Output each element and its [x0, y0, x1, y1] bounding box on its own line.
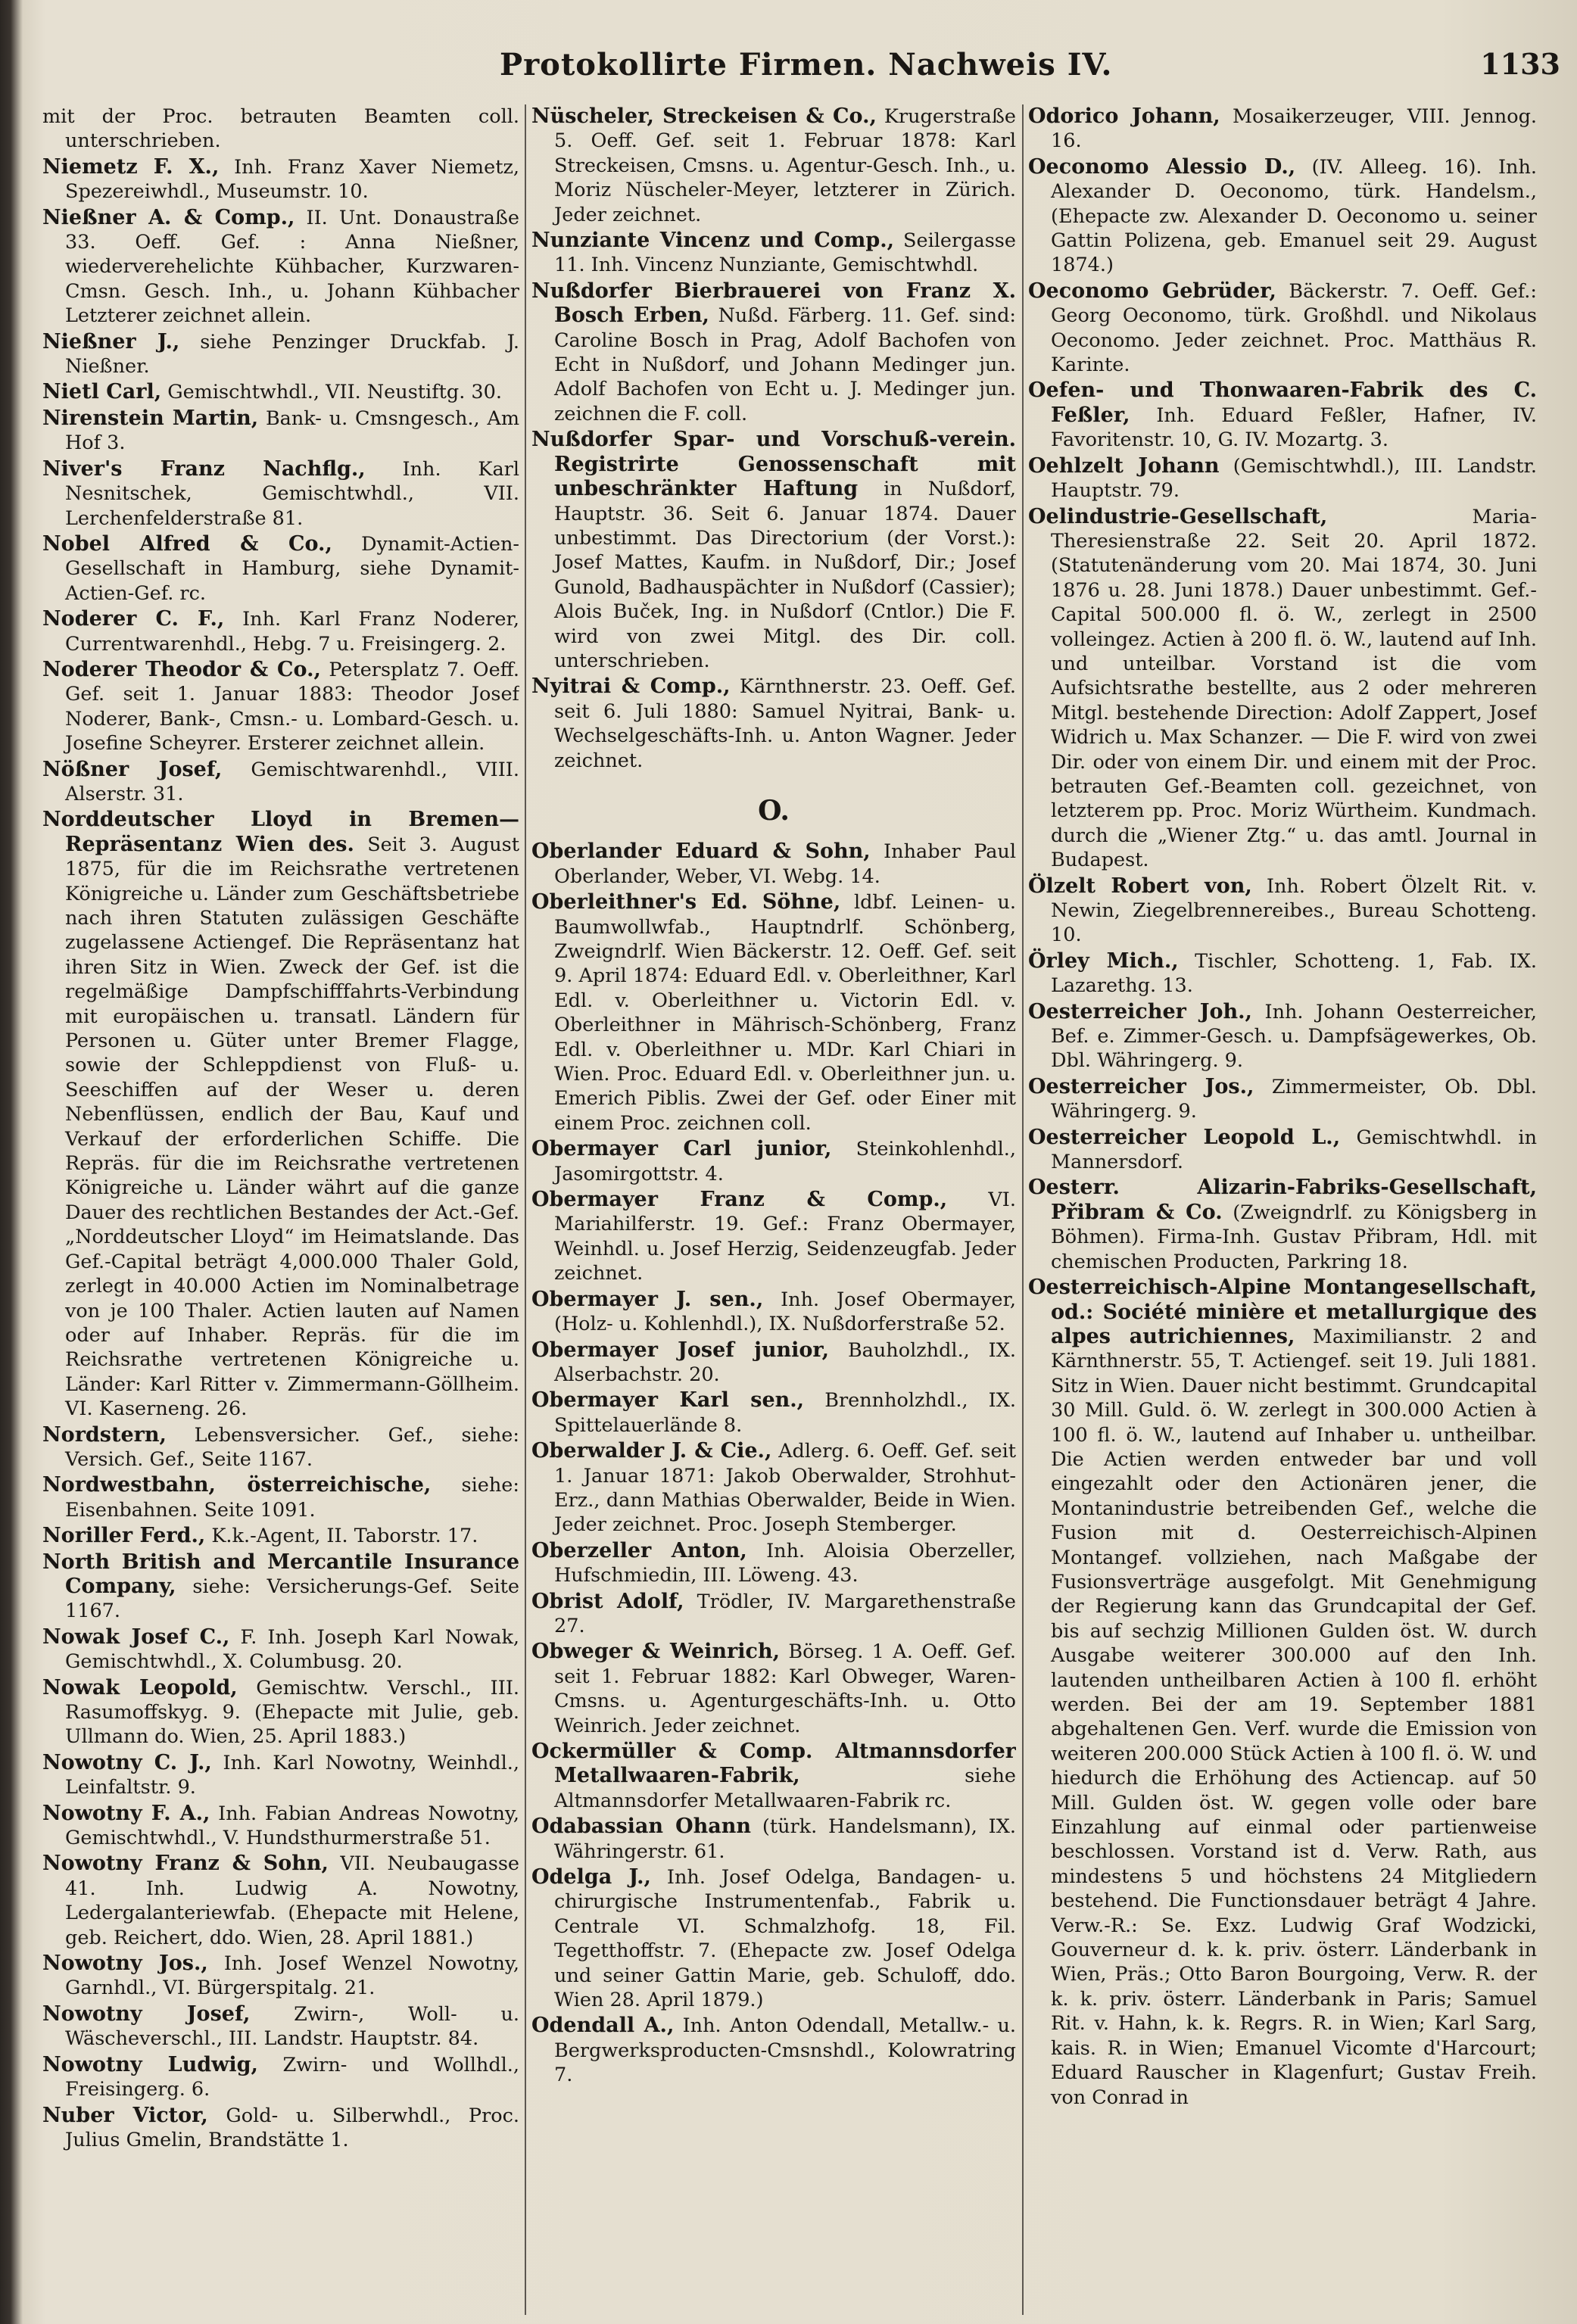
- firm-details: Maximilianstr. 2 and Kärnthnerstr. 55, T. Actiengef. seit 19. Juli 1881. Sitz in Wien. Dauer nicht bestimmt. Grundcapital 30 Mill. Guld. ö. W. zerlegt in 300.000 Actien à 100 fl. ö. W., lautend auf Inhaber u. untheilbar. Die Actien werden entweder bar und voll eingezahlt oder den Actionären jener, die Montanindustrie betreibenden Gef., welche die Fusion mit d. Oesterreichisch-Alpinen Montangef. vollziehen, nach Maßgabe der Fusionsverträge ausgefolgt. Mit Genehmigung der Regierung kann das Grundcapital der Gef. bis auf sechzig Millionen Gulden öst. W. durch Ausgabe weiterer 300.000 auf den Inh. lautenden untheilbaren Actien à 100 fl. erhöht werden. Bei der am 19. September 1881 abgehaltenen Gen. Verf. wurde die Emission von weiteren 200.000 Stück Actien à 100 fl. ö. W. und hiedurch die Erhöhung des Actiencap. auf 50 Mill. Gulden öst. W. gegen volle oder bare Einzahlung auf einmal oder partienweise beschlossen. Vorstand ist d. Verw. Rath, aus mindestens 5 und höchstens 24 Mitgliedern bestehend. Die Functionsdauer beträgt 4 Jahre. Verw.-R.: Se. Exz. Ludwig Graf Wodzicki, Gouverneur d. k. k. priv. österr. Länderbank in Wien, Präs.; Otto Baron Bourgoing, Verw. R. der k. k. priv. österr. Länderbank in Paris; Samuel Rit. v. Hahn, k. k. Regrs. R. in Wien; Karl Sarg, kais. R. in Wien; Emanuel Vicomte d'Harcourt; Eduard Rauscher in Klagenfurt; Gustav Freih. von Conrad in: [1051, 1325, 1537, 2109]
- firm-name: North British and Mercantile Insurance Company,: [42, 1550, 519, 1598]
- firm-details: Nußd. Färberg. 11. Gef. sind: Caroline Bosch in Prag, Adolf Bachofen von Echt in Nußdorf, und Johann Medinger jun. Adolf Bachofen von Echt u. J. Medinger jun. zeichnen die F. coll.: [554, 304, 1016, 425]
- firm-name: Obweger & Weinrich,: [531, 1640, 780, 1664]
- running-title: Protokollirte Firmen. Nachweis IV.: [500, 47, 1113, 83]
- firm-name: Oesterreicher Joh.,: [1028, 999, 1252, 1023]
- firm-details: Bäckerstr. 7. Oeff. Gef.: Georg Oeconomo, türk. Großhdl. und Nikolaus Oeconomo. Jeder zeichnet. Proc. Matthäus R. Karinte.: [1051, 279, 1537, 377]
- firm-entry: [531, 2014, 1016, 2087]
- firm-name: Odendall A.,: [531, 2014, 675, 2038]
- firm-name: Oeconomo Gebrüder,: [1028, 279, 1276, 303]
- firm-entry: [42, 1852, 519, 1950]
- firm-details: Gemischtwarenhdl., VIII. Alserstr. 31.: [65, 758, 519, 805]
- firm-details: Inh. Johann Oesterreicher, Bef. e. Zimmer-Gesch. u. Dampfsägewerkes, Ob. Dbl. Währingerg. 9.: [1051, 1000, 1537, 1073]
- firm-name: Obermayer J. sen.,: [531, 1287, 764, 1311]
- firm-details: Gemischtw. Verschl., III. Rasumoffskyg. 9. (Ehepacte mit Julie, geb. Ullmann do. Wien, 25. April 1883.): [65, 1676, 519, 1749]
- firm-details: mit der Proc. betrauten Beamten coll. unterschrieben.: [42, 105, 519, 153]
- firm-name: Nießner A. & Comp.,: [42, 205, 295, 229]
- firm-details: VI. Mariahilferstr. 19. Gef.: Franz Obermayer, Weinhdl. u. Josef Herzig, Seidenzeugfab. Jeder zeichnet.: [554, 1188, 1016, 1285]
- firm-name: Nowotny Franz & Sohn,: [42, 1852, 329, 1876]
- firm-entry: [531, 1388, 1016, 1438]
- firm-name: Nowotny Jos.,: [42, 1952, 208, 1976]
- firm-details: K.k.-Agent, II. Taborstr. 17.: [211, 1525, 478, 1548]
- firm-details: II. Unt. Donaustraße 33. Oeff. Gef. : Anna Nießner, wiederverehelichte Kühbacher, Kurzwaren-Cmsn. Gesch. Inh., u. Johann Kühbacher Letzterer zeichnet allein.: [65, 206, 519, 328]
- firm-entry: [531, 229, 1016, 278]
- firm-details: Inh. Eduard Feßler, Hafner, IV. Favoritenstr. 10, G. IV. Mozartg. 3.: [1051, 403, 1537, 452]
- firm-entry: [42, 1952, 519, 2001]
- firm-entry: [1028, 104, 1537, 154]
- firm-details: Inh. Aloisia Oberzeller, Hufschmiedin, III. Löweng. 43.: [554, 1539, 1016, 1587]
- firm-entry: [42, 758, 519, 807]
- page-header: [0, 47, 1577, 92]
- firm-entry: [531, 428, 1016, 673]
- column-left: [42, 104, 519, 2315]
- firm-entry: [42, 658, 519, 756]
- firm-entry: [42, 1802, 519, 1851]
- firm-details: Tischler, Schotteng. 1, Fab. IX. Lazarethg. 13.: [1051, 949, 1537, 998]
- firm-entry: [1028, 1126, 1537, 1175]
- firm-details: Gold- u. Silberwhdl., Proc. Julius Gmelin, Brandstätte 1.: [65, 2104, 519, 2151]
- firm-name: Oehlzelt Johann: [1028, 453, 1220, 478]
- firm-details: Zwirn- und Wollhdl., Freisingerg. 6.: [65, 2053, 519, 2101]
- firm-details: siehe Penzinger Druckfab. J. Nießner.: [65, 330, 519, 379]
- firm-entry: [531, 104, 1016, 227]
- firm-details: siehe: Eisenbahnen. Seite 1091.: [65, 1474, 519, 1522]
- column-divider: [525, 104, 526, 2315]
- firm-entry: [1028, 155, 1537, 278]
- firm-entry: [42, 380, 519, 404]
- firm-name: Oberleithner's Ed. Söhne,: [531, 890, 841, 914]
- firm-details: VII. Neubaugasse 41. Inh. Ludwig A. Nowotny, Ledergalanteriewfab. (Ehepacte mit Helene, geb. Reichert, ddo. Wien, 28. April 1881.): [65, 1852, 519, 1949]
- firm-details: Brennholzhdl., IX. Spittelauerlände 8.: [554, 1389, 1016, 1437]
- firm-entry: [531, 1640, 1016, 1738]
- firm-details: Bauholzhdl., IX. Alserbachstr. 20.: [554, 1338, 1016, 1386]
- firm-name: Odabassian Ohann: [531, 1815, 752, 1839]
- firm-details: Seilergasse 11. Inh. Vincenz Nunziante, Gemischtwhdl.: [554, 229, 1016, 277]
- firm-details: Inh. Josef Odelga, Bandagen- u. chirurgische Instrumentenfab., Fabrik u. Centrale VI. Schmalzhofg. 18, Fil. Tegetthoffstr. 7. (Ehepacte zw. Josef Odelga und seiner Gattin Marie, geb. Schuloff, ddo. Wien 28. April 1879.): [554, 1866, 1016, 2012]
- firm-name: Örley Mich.,: [1028, 949, 1179, 973]
- firm-name: Norddeutscher Lloyd in Bremen—Repräsentanz Wien des.: [42, 808, 519, 856]
- firm-entry: [42, 330, 519, 379]
- firm-name: Oesterreicher Leopold L.,: [1028, 1125, 1341, 1149]
- firm-details: siehe Altmannsdorfer Metallwaaren-Fabrik rc.: [554, 1765, 1016, 1812]
- firm-name: Nowotny C. J.,: [42, 1750, 212, 1774]
- firm-entry: [531, 1137, 1016, 1186]
- firm-entry: [531, 1338, 1016, 1388]
- firm-details: Krugerstraße 5. Oeff. Gef. seit 1. Februar 1878: Karl Streckeisen, Cmsns. u. Agentur-Gesch. Inh., u. Moriz Nüscheler-Meyer, letzterer in Zürich. Jeder zeichnet.: [554, 105, 1016, 226]
- firm-name: Nowotny F. A.,: [42, 1801, 210, 1825]
- firm-entry: [1028, 505, 1537, 873]
- firm-entry: [42, 2053, 519, 2102]
- firm-name: Nyitrai & Comp.,: [531, 674, 731, 699]
- firm-details: Trödler, IV. Margarethenstraße 27.: [554, 1590, 1016, 1637]
- firm-details: F. Inh. Joseph Karl Nowak, Gemischtwhdl., X. Columbusg. 20.: [65, 1625, 519, 1674]
- firm-entry: [1028, 379, 1537, 452]
- firm-entry: [42, 1751, 519, 1800]
- firm-name: Nietl Carl,: [42, 380, 162, 404]
- firm-name: Obermayer Carl junior,: [531, 1137, 832, 1161]
- firm-name: Oberlander Eduard & Sohn,: [531, 840, 871, 864]
- firm-details: Gemischtwhdl., VII. Neustiftg. 30.: [167, 381, 502, 404]
- firm-name: Obermayer Josef junior,: [531, 1338, 830, 1362]
- firm-name: Ölzelt Robert von,: [1028, 874, 1252, 898]
- firm-name: Obermayer Franz & Comp.,: [531, 1188, 948, 1212]
- firm-name: Obrist Adolf,: [531, 1589, 684, 1613]
- firm-name: Ockermüller & Comp. Altmannsdorfer Metallwaaren-Fabrik,: [531, 1740, 1016, 1788]
- firm-entry: [42, 1625, 519, 1674]
- firm-entry: [42, 2104, 519, 2153]
- firm-entry: [1028, 1176, 1537, 1274]
- firm-details: Adlerg. 6. Oeff. Gef. seit 1. Januar 1871: Jakob Oberwalder, Strohhut-Erz., dann Mathias Oberwalder, Beide in Wien. Jeder zeichnet. Proc. Joseph Stemberger.: [554, 1440, 1016, 1537]
- firm-name: Nußdorfer Spar- und Vorschuß-verein. Registrirte Genossenschaft mit unbeschränkter Haftung: [531, 428, 1016, 501]
- firm-name: Noriller Ferd.,: [42, 1524, 206, 1548]
- firm-name: Oberzeller Anton,: [531, 1538, 747, 1562]
- column-right: [1028, 104, 1537, 2315]
- firm-details: (Zweigndrlf. zu Königsberg in Böhmen). Firma-Inh. Gustav Přibram, Hdl. mit chemischen Producten, Parkring 18.: [1051, 1201, 1537, 1273]
- firm-entry: [42, 1550, 519, 1624]
- firm-entry: [42, 1473, 519, 1522]
- firm-entry: [531, 1539, 1016, 1588]
- firm-name: Obermayer Karl sen.,: [531, 1388, 805, 1413]
- firm-name: Nobel Alfred & Co.,: [42, 531, 332, 556]
- firm-name: Oelindustrie-Gesellschaft,: [1028, 504, 1328, 528]
- firm-details: Seit 3. August 1875, für die im Reichsrathe vertretenen Königreiche u. Länder zum Geschäftsbetriebe nach ihren Statuten zulässigen Geschäfte zugelassene Actiengef. Die Repräsentanz hat ihren Sitz in Wien. Zweck der Gef. ist die regelmäßige Dampfschifffahrts-Verbindung mit europäischen u. transatl. Ländern für Personen u. Güter unter Bremer Flagge, sowie der Schleppdienst von Fluß- u. Seeschiffen auf der Weser u. deren Nebenflüssen, endlich der Bau, Kauf und Verkauf der erforderlichen Schiffe. Die Repräs. für die im Reichsrathe vertretenen Königreiche u. Länder währt auf die ganze Dauer des rechtlichen Bestandes der Act.-Gef. „Norddeutscher Lloyd“ im Heimatslande. Das Gef.-Capital beträgt 4,000.000 Thaler Gold, zerlegt in 40.000 Actien im Nominalbetrage von je 100 Thaler. Actien lauten auf Namen oder auf Inhaber. Repräs. für die im Reichsrathe vertretenen Königreiche u. Länder: Karl Ritter v. Zimmermann-Göllheim. VI. Kaserneng. 26.: [65, 833, 519, 1421]
- section-letter-heading: O.: [758, 794, 790, 827]
- firm-name: Nößner Josef,: [42, 757, 223, 781]
- firm-entry: [1028, 454, 1537, 503]
- firm-name: Oesterreichisch-Alpine Montangesellschaft, od.: Société minière et metallurgique des alpes autrichiennes,: [1028, 1276, 1537, 1348]
- firm-name: Noderer C. F.,: [42, 607, 225, 631]
- firm-details: Inh. Karl Nowotny, Weinhdl., Leinfaltstr. 9.: [65, 1751, 519, 1799]
- firm-details: Inh. Josef Wenzel Nowotny, Garnhdl., VI. Bürgerspitalg. 21.: [65, 1952, 519, 2000]
- firm-details: Bank- u. Cmsngesch., Am Hof 3.: [65, 407, 519, 455]
- firm-entry: [1028, 1000, 1537, 1073]
- firm-details: Petersplatz 7. Oeff. Gef. seit 1. Januar 1883: Theodor Josef Noderer, Bank-, Cmsn.- u. Lombard-Gesch. u. Josefine Scheyrer. Ersterer zeichnet allein.: [65, 658, 519, 755]
- firm-details: Inh. Karl Franz Noderer, Currentwarenhdl., Hebg. 7 u. Freisingerg. 2.: [65, 608, 519, 656]
- firm-entry: [531, 1740, 1016, 1813]
- firm-name: Nowotny Ludwig,: [42, 2052, 258, 2076]
- firm-entry: [531, 674, 1016, 773]
- column-divider: [1022, 104, 1024, 2315]
- firm-entry: [42, 607, 519, 656]
- firm-entry: [42, 407, 519, 456]
- firm-entry: [42, 104, 519, 154]
- firm-details: Lebensversicher. Gef., siehe: Versich. Gef., Seite 1167.: [65, 1423, 519, 1471]
- firm-entry: [42, 155, 519, 204]
- firm-details: (Gemischtwhdl.), III. Landstr. Hauptstr. 79.: [1051, 454, 1537, 503]
- firm-name: Oesterr. Alizarin-Fabriks-Gesellschaft, Přibram & Co.: [1028, 1176, 1537, 1224]
- firm-name: Nowak Leopold,: [42, 1675, 238, 1699]
- firm-name: Nowak Josef C.,: [42, 1625, 230, 1649]
- firm-details: Inh. Josef Obermayer, (Holz- u. Kohlenhdl.), IX. Nußdorferstraße 52.: [554, 1288, 1016, 1336]
- firm-details: Börseg. 1 A. Oeff. Gef. seit 1. Februar 1882: Karl Obweger, Waren-Cmsns. u. Agenturgeschäfts-Inh. u. Otto Weinrich. Jeder zeichnet.: [554, 1640, 1016, 1737]
- firm-entry: [42, 457, 519, 531]
- firm-details: Zwirn-, Woll- u. Wäscheverschl., III. Landstr. Hauptstr. 84.: [65, 2002, 519, 2051]
- firm-details: Zimmermeister, Ob. Dbl. Währingerg. 9.: [1051, 1075, 1537, 1123]
- firm-entry: [1028, 874, 1537, 948]
- firm-entry: [42, 1423, 519, 1472]
- firm-name: Noderer Theodor & Co.,: [42, 657, 321, 681]
- firm-details: Maria-Theresienstraße 22. Seit 20. April 1872. (Statutenänderung vom 20. Mai 1874, 30. Juni 1876 u. 28. Juni 1878.) Dauer unbestimmt. Gef.-Capital 500.000 fl. ö. W., zerlegt in 2500 volleingez. Actien à 200 fl. ö. W., lautend auf Inh. und unteilbar. Vorstand ist die vom Aufsichtsrathe bestellte, aus 2 oder mehreren Mitgl. bestehende Direction: Adolf Zappert, Josef Widrich u. Max Schanzer. — Die F. wird von zwei Dir. oder von einem Dir. und einem mit der Proc. betrauten Gef.-Beamten coll. gezeichnet, von letzterem pp. Proc. Moriz Würtheim. Kundmach. durch die „Wiener Ztg.“ u. das amtl. Journal in Budapest.: [1051, 505, 1537, 872]
- firm-details: Inh. Robert Ölzelt Rit. v. Newin, Ziegelbrennereibes., Bureau Schotteng. 10.: [1051, 874, 1537, 947]
- firm-entry: [531, 890, 1016, 1136]
- firm-details: Mosaikerzeuger, VIII. Jennog. 16.: [1051, 105, 1537, 153]
- firm-name: Oeconomo Alessio D.,: [1028, 154, 1296, 179]
- firm-details: Inhaber Paul Oberlander, Weber, VI. Webg. 14.: [554, 840, 1016, 888]
- firm-entry: [531, 1288, 1016, 1337]
- firm-details: Inh. Karl Nesnitschek, Gemischtwhdl., VII. Lerchenfelderstraße 81.: [65, 457, 519, 530]
- firm-name: Oberwalder J. & Cie.,: [531, 1439, 772, 1463]
- firm-entry: [531, 1815, 1016, 1864]
- firm-details: in Nußdorf, Hauptstr. 36. Seit 6. Januar 1874. Dauer unbestimmt. Das Directorium (der Vorst.): Josef Mattes, Kaufm. in Nußdorf, Dir.; Josef Gunold, Badhauspächter in Nußdorf (Cassier); Alois Buček, Ing. in Nußdorf (Cntlor.) Die F. wird von zwei Mitgl. des Dir. coll. unterschrieben.: [554, 478, 1016, 672]
- firm-details: ldbf. Leinen- u. Baumwollwfab., Hauptndrlf. Schönberg, Zweigndrlf. Wien Bäckerstr. 12. Oeff. Gef. seit 9. April 1874: Eduard Edl. v. Oberleithner, Karl Edl. v. Oberleithner u. Victorin Edl. v. Oberleithner in Mährisch-Schönberg, Franz Edl. v. Oberleithner u. MDr. Karl Chiari in Wien. Proc. Eduard Edl. v. Oberleithner jun. u. Emerich Piblis. Zwei der Gef. oder Einer mit einem Proc. zeichnen coll.: [554, 891, 1016, 1135]
- firm-name: Nordwestbahn, österreichische,: [42, 1473, 432, 1497]
- firm-name: Odelga J.,: [531, 1865, 651, 1889]
- firm-entry: [531, 1188, 1016, 1286]
- firm-name: Nordstern,: [42, 1422, 167, 1447]
- firm-details: (IV. Alleeg. 16). Inh. Alexander D. Oeconomo, türk. Handelsm., (Ehepacte zw. Alexander D. Oeconomo u. seiner Gattin Polizena, geb. Emanuel seit 29. August 1874.): [1051, 155, 1537, 277]
- firm-entry: [42, 1676, 519, 1749]
- firm-name: Niver's Franz Nachflg.,: [42, 456, 366, 481]
- column-middle: [531, 104, 1016, 2315]
- firm-name: Nüscheler, Streckeisen & Co.,: [531, 104, 877, 128]
- firm-entry: [1028, 949, 1537, 998]
- firm-entry: [42, 2002, 519, 2051]
- firm-name: Odorico Johann,: [1028, 104, 1220, 128]
- firm-name: Nunziante Vincenz und Comp.,: [531, 229, 895, 253]
- firm-entry: [1028, 1276, 1537, 2110]
- firm-entry: [1028, 279, 1537, 378]
- firm-entry: [531, 1865, 1016, 2012]
- firm-entry: [531, 1590, 1016, 1639]
- firm-name: Nowotny Josef,: [42, 2002, 251, 2026]
- firm-details: Inh. Anton Odendall, Metallw.- u. Bergwerksproducten-Cmsnshdl., Kolowratring 7.: [554, 2014, 1016, 2087]
- firm-entry: [1028, 1075, 1537, 1124]
- firm-entry: [42, 1524, 519, 1548]
- firm-entry: [42, 532, 519, 606]
- firm-name: Niemetz F. X.,: [42, 154, 220, 179]
- firm-details: siehe: Versicherungs-Gef. Seite 1167.: [65, 1575, 519, 1623]
- firm-details: Dynamit-Actien-Gesellschaft in Hamburg, siehe Dynamit-Actien-Gef. rc.: [65, 532, 519, 605]
- firm-entry: [42, 808, 519, 1421]
- firm-name: Nußdorfer Bierbrauerei von Franz X. Bosch Erben,: [531, 279, 1016, 328]
- firm-name: Nießner J.,: [42, 329, 180, 354]
- firm-name: Nirenstein Martin,: [42, 406, 259, 430]
- firm-details: Kärnthnerstr. 23. Oeff. Gef. seit 6. Juli 1880: Samuel Nyitrai, Bank- u. Wechselgeschäfts-Inh. u. Anton Wagner. Jeder zeichnet.: [554, 675, 1016, 772]
- firm-entry: [531, 1439, 1016, 1537]
- firm-details: (türk. Handelsmann), IX. Währingerstr. 61.: [554, 1815, 1016, 1863]
- firm-entry: [42, 206, 519, 329]
- firm-details: Steinkohlenhdl., Jasomirgottstr. 4.: [554, 1138, 1016, 1185]
- firm-details: Gemischtwhdl. in Mannersdorf.: [1051, 1126, 1537, 1174]
- firm-entry: [531, 279, 1016, 426]
- page-number: 1133: [1480, 47, 1560, 81]
- firm-entry: [531, 840, 1016, 889]
- firm-details: Inh. Fabian Andreas Nowotny, Gemischtwhdl., V. Hundsthurmerstraße 51.: [65, 1802, 519, 1850]
- firm-name: Oefen- und Thonwaaren-Fabrik des C. Feßler,: [1028, 379, 1537, 427]
- firm-details: Inh. Franz Xaver Niemetz, Spezereiwhdl., Museumstr. 10.: [65, 155, 519, 204]
- firm-name: Oesterreicher Jos.,: [1028, 1074, 1254, 1098]
- firm-name: Nuber Victor,: [42, 2103, 208, 2127]
